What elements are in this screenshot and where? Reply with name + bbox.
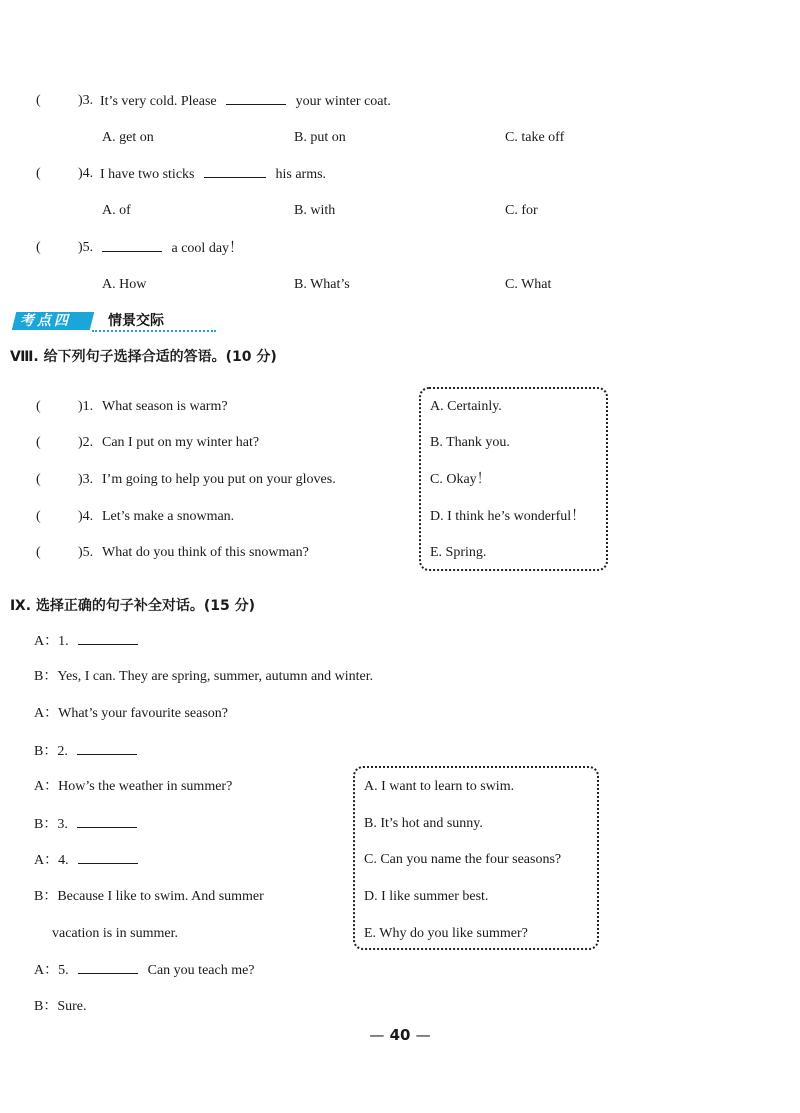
dialogue-number: 2.: [57, 744, 68, 759]
answer-blank[interactable]: [78, 961, 138, 974]
option-c: C. for: [505, 203, 538, 218]
answer-option-c: C. Okay！: [430, 472, 491, 487]
part8-heading: Ⅷ. 给下列句子选择合适的答语。(10 分): [10, 349, 277, 365]
speaker-label: B：: [34, 817, 58, 832]
dialogue-number: 3.: [57, 817, 68, 832]
dialogue-text: vacation is in summer.: [52, 926, 178, 941]
answer-blank[interactable]: [78, 851, 138, 864]
answer-paren: (: [36, 435, 41, 450]
option-c: C. take off: [505, 130, 565, 145]
banner-tag-text: 考点四: [20, 313, 71, 329]
answer-paren: (: [36, 545, 41, 560]
option-a: A. of: [102, 203, 131, 218]
dialogue-text: Yes, I can. They are spring, summer, autumn and winter.: [57, 669, 374, 684]
part9-heading: Ⅸ. 选择正确的句子补全对话。(15 分): [10, 598, 256, 614]
answer-option-b: B. Thank you.: [430, 435, 510, 450]
question-text-before: I have two sticks: [100, 167, 195, 182]
speaker-label: A：: [34, 963, 59, 978]
speaker-label: B：: [34, 744, 58, 759]
section-banner: [14, 310, 214, 332]
answer-paren: (: [36, 93, 41, 108]
page-dash-right: —: [415, 1026, 431, 1044]
option-c: C. What: [505, 277, 552, 292]
dialogue-text: How’s the weather in summer?: [58, 779, 233, 794]
sentence-option-c: C. Can you name the four seasons?: [364, 852, 562, 867]
question-number: )1.: [78, 399, 94, 414]
question-number: )3.: [78, 472, 94, 487]
speaker-label: A：: [34, 706, 59, 721]
option-a: A. How: [102, 277, 147, 292]
answer-blank[interactable]: [77, 742, 137, 755]
answer-option-a: A. Certainly.: [430, 399, 502, 414]
dialogue-text: Can you teach me?: [147, 963, 255, 978]
dialogue-number: 1.: [58, 634, 69, 649]
answer-option-e: E. Spring.: [430, 545, 487, 560]
question-number: )4.: [78, 509, 94, 524]
question-text: Can I put on my winter hat?: [102, 435, 260, 450]
answer-blank[interactable]: [226, 92, 286, 105]
question-text: I’m going to help you put on your gloves.: [102, 472, 336, 487]
page-number: [0, 1026, 800, 1044]
speaker-label: B：: [34, 889, 58, 904]
question-number: )3.: [78, 93, 94, 108]
sentence-option-d: D. I like summer best.: [364, 889, 489, 904]
question-number: )5.: [78, 240, 94, 255]
answer-blank[interactable]: [102, 239, 162, 252]
sentence-option-b: B. It’s hot and sunny.: [364, 816, 483, 831]
sentence-option-e: E. Why do you like summer?: [364, 926, 528, 941]
question-text: What season is warm?: [102, 399, 228, 414]
option-b: B. What’s: [294, 277, 350, 292]
answer-paren: (: [36, 399, 41, 414]
question-text-before: It’s very cold. Please: [100, 94, 217, 109]
answer-blank[interactable]: [204, 165, 266, 178]
answer-option-d: D. I think he’s wonderful！: [430, 509, 586, 524]
answer-blank[interactable]: [78, 632, 138, 645]
speaker-label: A：: [34, 853, 59, 868]
dialogue-text: Because I like to swim. And summer: [57, 889, 264, 904]
option-b: B. with: [294, 203, 336, 218]
dialogue-text: What’s your favourite season?: [58, 706, 229, 721]
dialogue-number: 5.: [58, 963, 69, 978]
banner-dotted-line: [92, 330, 216, 332]
question-text-after: a cool day！: [171, 241, 244, 256]
answer-blank[interactable]: [77, 815, 137, 828]
question-text: What do you think of this snowman?: [102, 545, 309, 560]
sentence-option-a: A. I want to learn to swim.: [364, 779, 515, 794]
question-number: )5.: [78, 545, 94, 560]
page-number-value: 40: [389, 1026, 411, 1044]
speaker-label: A：: [34, 634, 59, 649]
speaker-label: B：: [34, 669, 58, 684]
page-dash-left: —: [369, 1026, 385, 1044]
banner-title: 情景交际: [108, 313, 164, 329]
question-text: Let’s make a snowman.: [102, 509, 235, 524]
answer-paren: (: [36, 240, 41, 255]
question-number: )4.: [78, 166, 94, 181]
answer-paren: (: [36, 472, 41, 487]
question-text-after: your winter coat.: [295, 94, 391, 109]
option-a: A. get on: [102, 130, 154, 145]
question-text-after: his arms.: [275, 167, 327, 182]
dialogue-text: Sure.: [57, 999, 87, 1014]
option-b: B. put on: [294, 130, 346, 145]
speaker-label: B：: [34, 999, 58, 1014]
question-number: )2.: [78, 435, 94, 450]
speaker-label: A：: [34, 779, 59, 794]
answer-paren: (: [36, 509, 41, 524]
answer-paren: (: [36, 166, 41, 181]
dialogue-number: 4.: [58, 853, 69, 868]
